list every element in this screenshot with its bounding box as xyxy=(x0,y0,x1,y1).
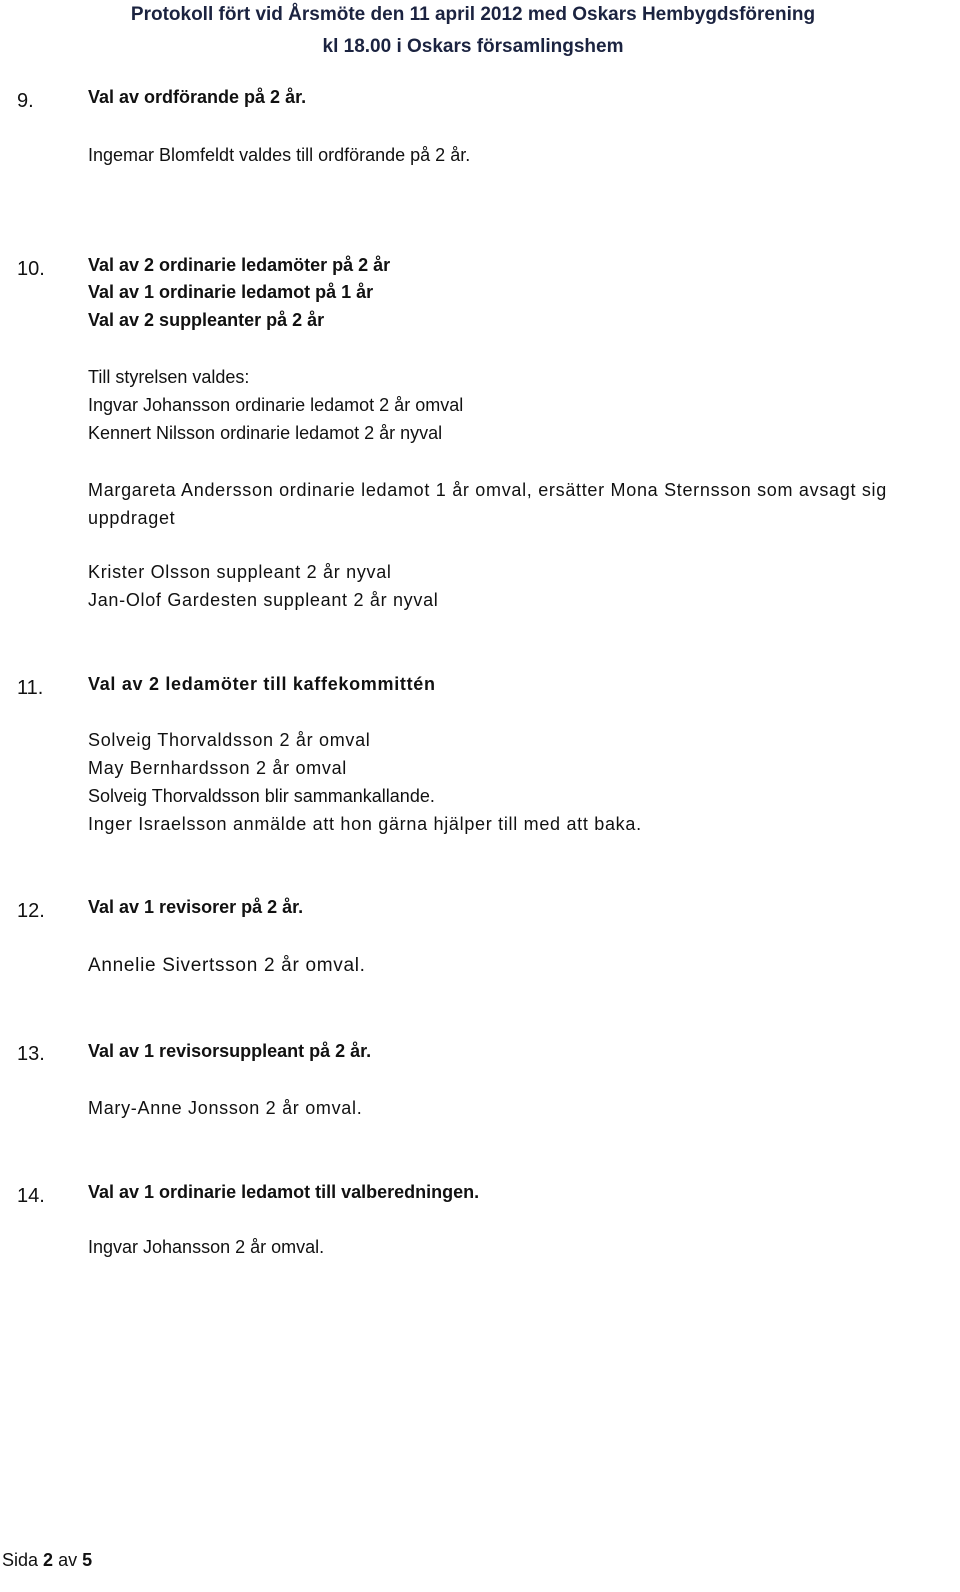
item-number: 12. xyxy=(17,900,45,922)
item-body-line: Ingvar Johansson ordinarie ledamot 2 år omval xyxy=(88,395,464,415)
item-heading: Val av 2 suppleanter på 2 år xyxy=(88,310,325,330)
item-number: 10. xyxy=(17,258,45,280)
item-body-line: May Bernhardsson 2 år omval xyxy=(88,758,348,778)
item-heading: Val av 1 revisorsuppleant på 2 år. xyxy=(88,1041,372,1061)
item-number: 13. xyxy=(17,1043,45,1065)
item-body-line: Krister Olsson suppleant 2 år nyval xyxy=(88,562,392,582)
item-heading: Val av 2 ledamöter till kaffekommittén xyxy=(88,674,436,694)
item-heading: Val av 1 ordinarie ledamot på 1 år xyxy=(88,282,374,302)
item-body-line: Ingvar Johansson 2 år omval. xyxy=(88,1237,325,1257)
footer-page-total: 5 xyxy=(82,1550,93,1570)
item-heading: Val av ordförande på 2 år. xyxy=(88,87,307,107)
item-body-line: Solveig Thorvaldsson blir sammankallande. xyxy=(88,786,435,806)
item-body-line: Jan-Olof Gardesten suppleant 2 år nyval xyxy=(88,590,439,610)
item-heading: Val av 1 ordinarie ledamot till valberedningen. xyxy=(88,1182,480,1202)
footer-page-number: 2 xyxy=(43,1550,54,1570)
item-body-line: Kennert Nilsson ordinarie ledamot 2 år nyval xyxy=(88,423,443,443)
footer-av-label: av xyxy=(58,1550,78,1570)
item-body-line: Till styrelsen valdes: xyxy=(88,367,250,387)
item-number: 11. xyxy=(17,677,44,699)
item-body-line: Annelie Sivertsson 2 år omval. xyxy=(88,955,366,976)
item-body-line: Inger Israelsson anmälde att hon gärna hjälper till med att baka. xyxy=(88,814,642,834)
item-number: 9. xyxy=(17,90,34,112)
item-body-line: Margareta Andersson ordinarie ledamot 1 år omval, ersätter Mona Sternsson som avsagt sig xyxy=(88,480,887,500)
header-title: Protokoll fört vid Årsmöte den 11 april 2012 med Oskars Hembygdsförening xyxy=(130,4,816,25)
item-body-line: Mary-Anne Jonsson 2 år omval. xyxy=(88,1098,363,1118)
item-heading: Val av 2 ordinarie ledamöter på 2 år xyxy=(88,255,391,275)
item-number: 14. xyxy=(17,1185,45,1207)
header-subtitle: kl 18.00 i Oskars församlingshem xyxy=(322,36,624,57)
page-footer xyxy=(2,1549,92,1571)
item-body-line: Solveig Thorvaldsson 2 år omval xyxy=(88,730,371,750)
item-body-line: Ingemar Blomfeldt valdes till ordförande på 2 år. xyxy=(88,145,471,165)
footer-sida-label: Sida xyxy=(2,1550,39,1570)
item-heading: Val av 1 revisorer på 2 år. xyxy=(88,897,304,917)
item-body-line: uppdraget xyxy=(88,508,176,528)
